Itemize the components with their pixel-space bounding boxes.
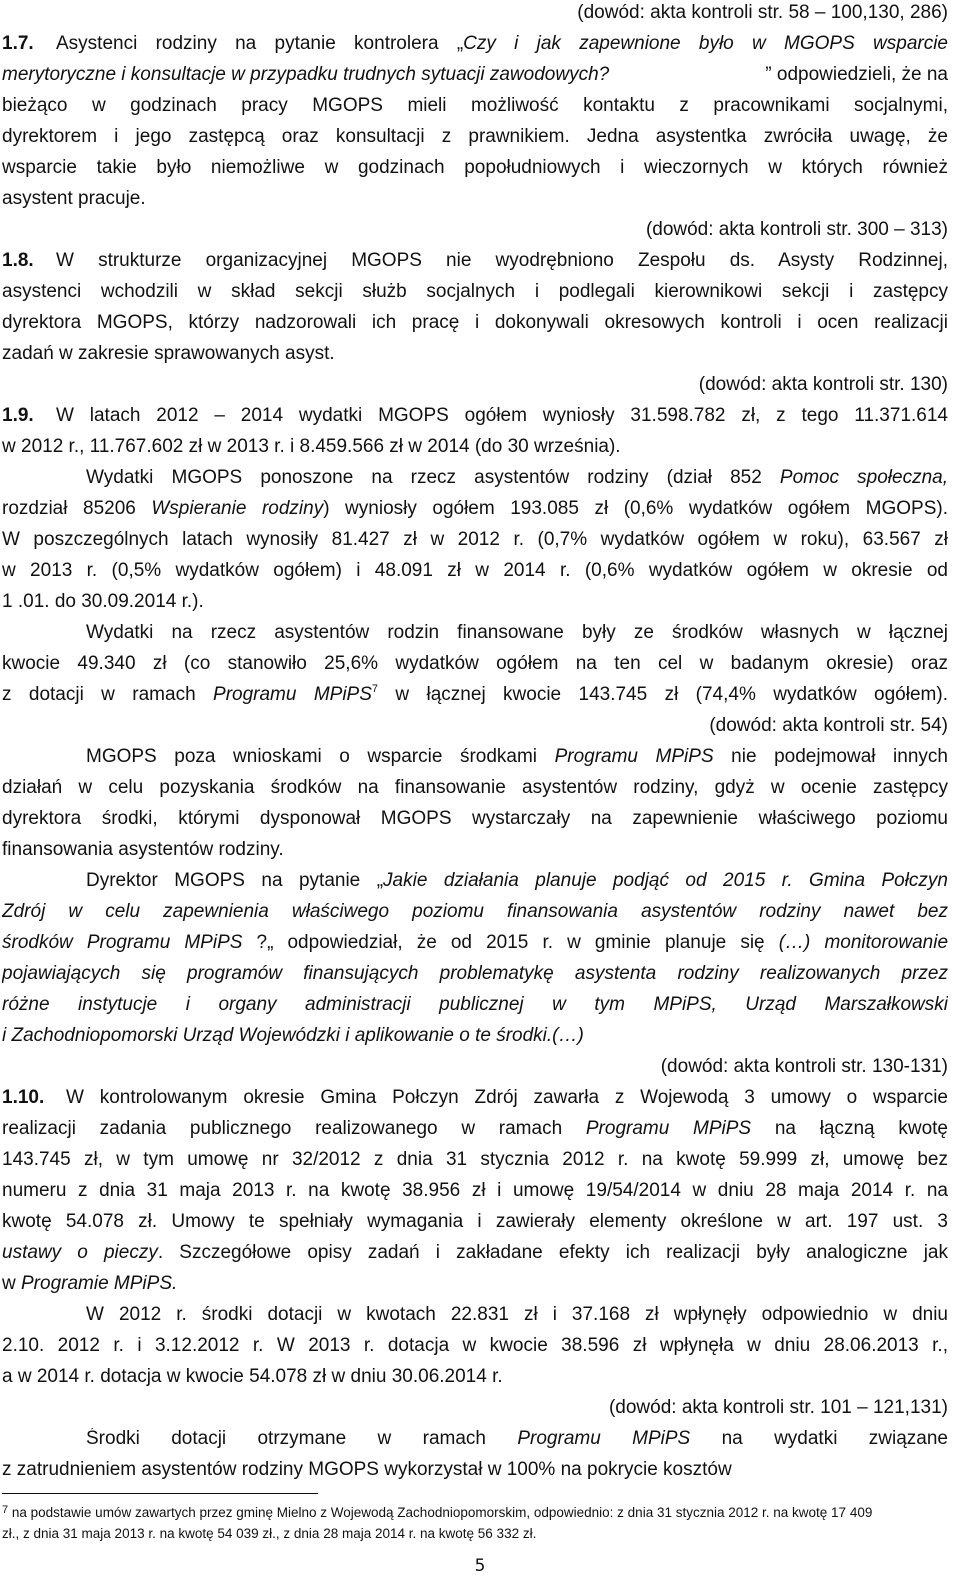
paragraph-line: z zatrudnieniem asystentów rodziny MGOPS wykorzystał w 100% na pokrycie kosztów: [2, 1459, 732, 1480]
paragraph-line: ustawy o pieczy. Szczegółowe opisy zadań i zakładane efekty ich realizacji były analogiczne jak: [2, 1242, 948, 1263]
evidence-note: (dowód: akta kontroli str. 54): [709, 715, 948, 736]
footnote-mark: 7: [2, 1504, 9, 1516]
paragraph-line: asystenci wchodzili w skład sekcji służb socjalnych i podlegali kierownikowi sekcji i zastępcy: [2, 281, 948, 302]
paragraph-line: numeru z dnia 31 maja 2013 r. na kwotę 38.956 zł i umowę 19/54/2014 w dniu 28 maja 2014 r. na: [2, 1180, 948, 1201]
paragraph-line: kwocie 49.340 zł (co stanowiło 25,6% wydatków ogółem na ten cel w badanym okresie) oraz: [2, 653, 948, 674]
paragraph-line: finansowania asystentów rodziny.: [2, 839, 284, 860]
paragraph-line: Zdrój w celu zapewnienia właściwego poziomu finansowania asystentów rodziny nawet bez: [2, 901, 948, 922]
paragraph-line: Dyrektor MGOPS na pytanie „Jakie działania planuje podjąć od 2015 r. Gmina Połczyn: [86, 870, 948, 891]
paragraph-line: 2.10. 2012 r. i 3.12.2012 r. W 2013 r. dotacja w kwocie 38.596 zł wpłynęła w dniu 28.06.2013 r.,: [2, 1335, 948, 1356]
paragraph-line: rozdział 85206 Wspieranie rodziny) wyniosły ogółem 193.085 zł (0,6% wydatków ogółem MGOPS).: [2, 498, 948, 519]
paragraph-line: pojawiających się programów finansujących problematykę asystenta rodziny realizowanych przez: [2, 963, 948, 984]
paragraph-line: merytoryczne i konsultacje w przypadku trudnych sytuacji zawodowych? ” odpowiedzieli, że na: [2, 64, 948, 85]
paragraph-line: Wydatki MGOPS ponoszone na rzecz asystentów rodziny (dział 852 Pomoc społeczna,: [86, 467, 948, 488]
footnote-line: zł., z dnia 31 maja 2013 r. na kwotę 54 039 zł., z dnia 28 maja 2014 r. na kwotę 56 332 zł.: [2, 1526, 537, 1541]
footnote-separator: [2, 1493, 318, 1494]
paragraph-line: i Zachodniopomorski Urząd Wojewódzki i aplikowanie o te środki.(…): [2, 1025, 584, 1046]
paragraph-line: w 2013 r. (0,5% wydatków ogółem) i 48.091 zł w 2014 r. (0,6% wydatków ogółem w okresie od: [2, 560, 948, 581]
paragraph-line: dyrektora środki, którymi dysponował MGOPS wystarczały na zapewnienie właściwego poziomu: [2, 808, 948, 829]
paragraph-line: zadań w zakresie sprawowanych asyst.: [2, 343, 335, 364]
paragraph-line: realizacji zadania publicznego realizowanego w ramach Programu MPiPS na łączną kwotę: [2, 1118, 948, 1139]
paragraph-line: w 2012 r., 11.767.602 zł w 2013 r. i 8.459.566 zł w 2014 (do 30 września).: [2, 436, 621, 457]
paragraph-line: dyrektora MGOPS, którzy nadzorowali ich pracę i dokonywali okresowych kontroli i ocen realizacji: [2, 312, 948, 333]
paragraph-line: asystent pracuje.: [2, 188, 146, 209]
paragraph-line: 1 .01. do 30.09.2014 r.).: [2, 591, 204, 612]
paragraph-line: bieżąco w godzinach pracy MGOPS mieli możliwość kontaktu z pracownikami socjalnymi,: [2, 95, 948, 116]
evidence-note: (dowód: akta kontroli str. 130): [698, 374, 948, 395]
paragraph-line: 1.9. W latach 2012 – 2014 wydatki MGOPS ogółem wyniosły 31.598.782 zł, z tego 11.371.614: [2, 405, 948, 426]
evidence-note: (dowód: akta kontroli str. 58 – 100,130, 286): [577, 2, 948, 23]
paragraph-line: W poszczególnych latach wynosiły 81.427 zł w 2012 r. (0,7% wydatków ogółem w roku), 63.567 zł: [2, 529, 948, 550]
paragraph-line: dyrektorem i jego zastępcą oraz konsultacji z prawnikiem. Jedna asystentka zwróciła uwagę, że: [2, 126, 948, 147]
paragraph-line: wsparcie takie było niemożliwe w godzinach popołudniowych i wieczornych w których również: [2, 157, 948, 178]
paragraph-line: MGOPS poza wnioskami o wsparcie środkami Programu MPiPS nie podejmował innych: [86, 746, 948, 767]
paragraph-line: 143.745 zł, w tym umowę nr 32/2012 z dnia 31 stycznia 2012 r. na kwotę 59.999 zł, umowę bez: [2, 1149, 948, 1170]
paragraph-line: 1.7. Asystenci rodziny na pytanie kontrolera „Czy i jak zapewnione było w MGOPS wsparcie: [2, 33, 948, 54]
paragraph-line: w Programie MPiPS.: [2, 1273, 178, 1294]
paragraph-line: Wydatki na rzecz asystentów rodzin finansowane były ze środków własnych w łącznej: [86, 622, 948, 643]
paragraph-line: a w 2014 r. dotacja w kwocie 54.078 zł w dniu 30.06.2014 r.: [2, 1366, 503, 1387]
footnote-line: $^7$ na podstawie umów zawartych przez gminę Mielno z Wojewodą Zachodniopomorskim, odpowiednio: z dnia 31 stycznia 2012 r. na kwotę 17 409: [2, 1504, 873, 1520]
paragraph-line: kwotę 54.078 zł. Umowy te spełniały wymagania i zawierały elementy określone w art. 197 ust. 3: [2, 1211, 948, 1232]
paragraph-line: W 2012 r. środki dotacji w kwotach 22.831 zł i 37.168 zł wpłynęły odpowiednio w dniu: [86, 1304, 948, 1325]
paragraph-line: Środki dotacji otrzymane w ramach Programu MPiPS na wydatki związane: [86, 1428, 948, 1449]
evidence-note: (dowód: akta kontroli str. 300 – 313): [645, 219, 948, 240]
page-number: 5: [474, 1556, 486, 1576]
evidence-note: (dowód: akta kontroli str. 101 – 121,131): [608, 1397, 948, 1418]
paragraph-line: z dotacji w ramach Programu MPiPS$^7$ w łącznej kwocie 143.745 zł (74,4% wydatków ogółem).: [2, 684, 948, 705]
footnote-ref: 7: [371, 684, 379, 695]
paragraph-line: środków Programu MPiPS ?„ odpowiedział, że od 2015 r. w gminie planuje się (…) monitorowanie: [2, 932, 948, 953]
evidence-note: (dowód: akta kontroli str. 130-131): [660, 1056, 948, 1077]
paragraph-line: 1.8. W strukturze organizacyjnej MGOPS nie wyodrębniono Zespołu ds. Asysty Rodzinnej,: [2, 250, 948, 271]
paragraph-line: 1.10. W kontrolowanym okresie Gmina Połczyn Zdrój zawarła z Wojewodą 3 umowy o wsparcie: [2, 1087, 948, 1108]
paragraph-line: działań w celu pozyskania środków na finansowanie asystentów rodziny, gdyż w ocenie zastępcy: [2, 777, 948, 798]
paragraph-line: różne instytucje i organy administracji publicznej w tym MPiPS, Urząd Marszałkowski: [2, 994, 948, 1015]
